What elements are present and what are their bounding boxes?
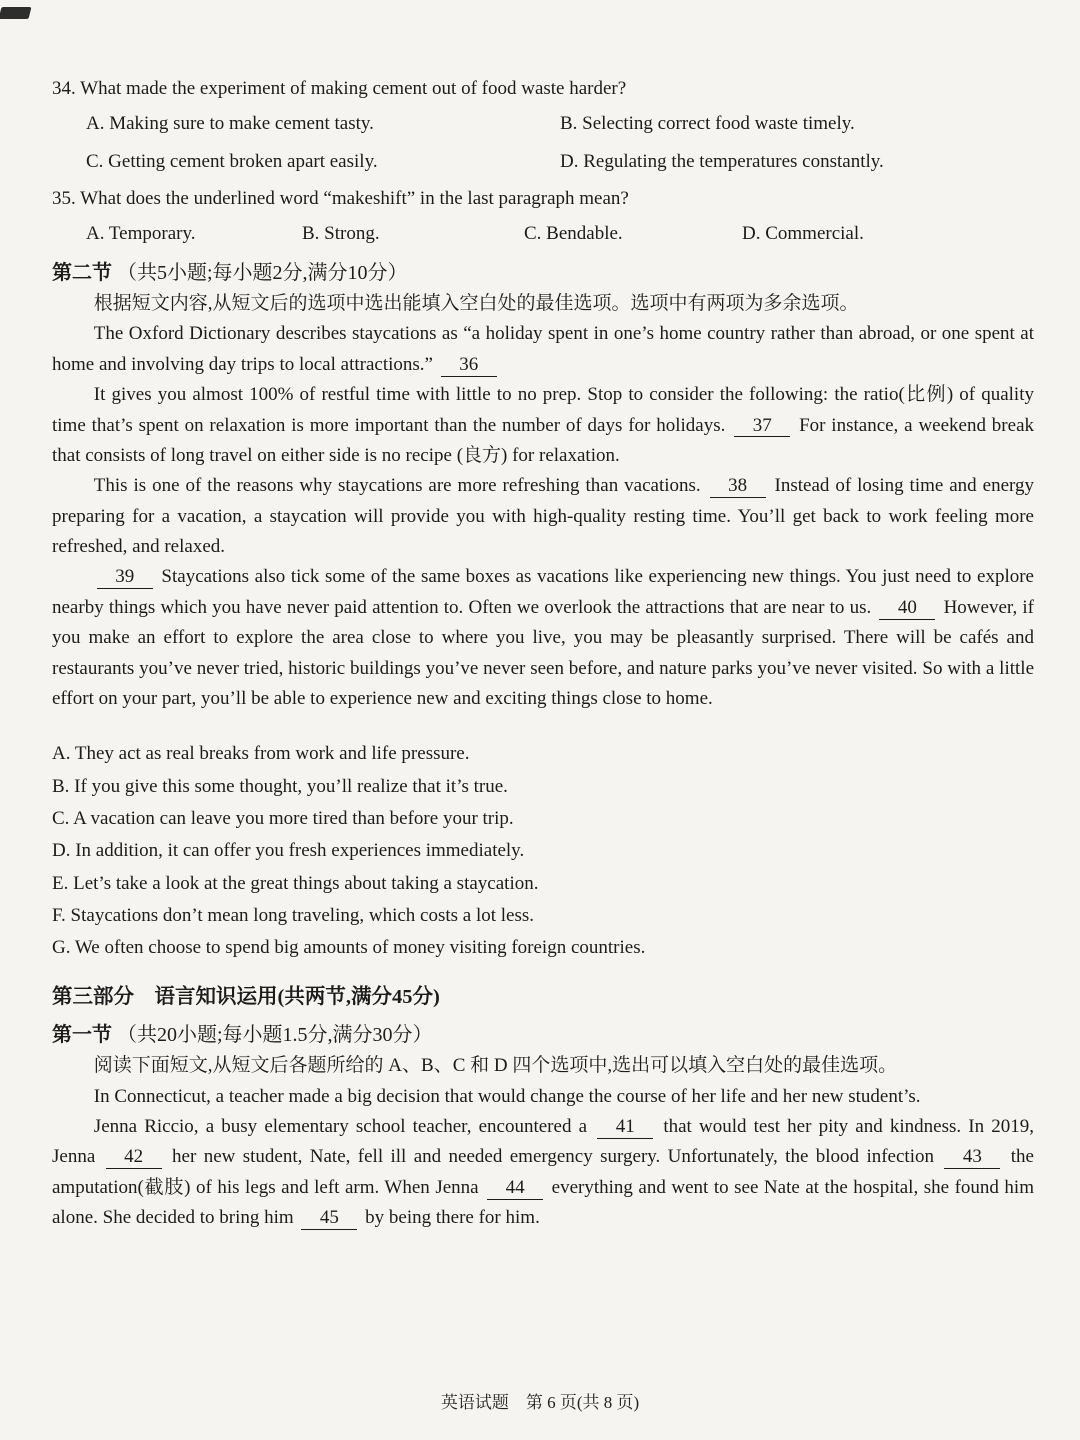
passage-paragraph-4: 39 Staycations also tick some of the same boxes as vacations like experiencing new things. You just need to explore nearby things which you have never paid attention to. Often we overlook the attractions that are near to us. 40 However, if you make an effort to explore the area close to where you live, you may be pleasantly surprised. There will be cafés and restaurants you’ve never tried, historic buildings you’ve never seen before, and nature parks you’ve never visited. So with a little effort on your part, you’ll be able to experience new and exciting things close to home. [52, 566, 1034, 710]
cloze-paragraph-1: In Connecticut, a teacher made a big decision that would change the course of her life and her new student’s. [93, 1085, 921, 1107]
cloze-paragraph-2: Jenna Riccio, a busy elementary school teacher, encountered a 41 that would test her pity and kindness. In 2019, Jenna 42 her new student, Nate, fell ill and needed emergency surgery. Unfortunately, the blood infection 43 the amputation(截肢) of his legs and left arm. When Jenna 44 everything and went to see Nate at the hospital, she found him alone. She decided to bring him 45 by being there for him. [52, 1116, 1034, 1229]
section-3-1-heading [52, 1019, 1034, 1051]
section-2-instruction: 根据短文内容,从短文后的选项中选出能填入空白处的最佳选项。选项中有两项为多余选项。 [93, 292, 859, 314]
cloze-passage [52, 1082, 1034, 1234]
scan-artifact [0, 7, 31, 19]
option-34-b: B. Selecting correct food waste timely. [560, 113, 855, 135]
choice-c: C. A vacation can leave you more tired than before your trip. [52, 808, 514, 830]
blank-40: 40 [879, 597, 935, 620]
section-3-1-label: 第一节 [52, 1024, 112, 1047]
question-35-options [52, 219, 1034, 249]
section-3-instruction: 阅读下面短文,从短文后各题所给的 A、B、C 和 D 四个选项中,选出可以填入空白处的最佳选项。 [93, 1055, 898, 1077]
part-3-heading: 第三部分 语言知识运用(共两节,满分45分) [52, 985, 440, 1008]
blank-42: 42 [106, 1146, 162, 1169]
question-34 [52, 74, 1034, 177]
blank-38: 38 [710, 475, 766, 498]
choice-f: F. Staycations don’t mean long traveling, which costs a lot less. [52, 904, 535, 926]
choice-e: E. Let’s take a look at the great things about taking a staycation. [52, 872, 539, 894]
option-34-c: C. Getting cement broken apart easily. [86, 150, 378, 172]
question-35 [52, 184, 1034, 249]
section-3-1-points: （共20小题;每小题1.5分,满分30分） [117, 1024, 433, 1047]
blank-37: 37 [734, 415, 790, 438]
blank-36: 36 [441, 354, 497, 377]
passage-paragraph-1: The Oxford Dictionary describes staycations as “a holiday spent in one’s home country rather than abroad, or one spent at home and involving day trips to local attractions.” 36 [52, 323, 1034, 375]
passage-paragraph-2: It gives you almost 100% of restful time with little to no prep. Stop to consider the following: the ratio(比例) of quality time that’s spent on relaxation is more important than the number of days for holidays. 37 For instance, a weekend break that consists of long travel on either side is no recipe (良方) for relaxation. [52, 384, 1034, 466]
section-2-heading [52, 257, 1034, 289]
option-35-c: C. Bendable. [524, 222, 623, 244]
blank-45: 45 [301, 1207, 357, 1230]
choice-b: B. If you give this some thought, you’ll realize that it’s true. [52, 775, 508, 797]
choice-a: A. They act as real breaks from work and life pressure. [52, 743, 470, 765]
staycation-passage [52, 319, 1034, 714]
section-2-label: 第二节 [52, 261, 112, 284]
option-35-a: A. Temporary. [86, 222, 196, 244]
blank-39: 39 [97, 566, 153, 589]
question-34-stem: 34. What made the experiment of making cement out of food waste harder? [52, 78, 627, 99]
choice-list [52, 738, 1034, 964]
blank-41: 41 [597, 1116, 653, 1139]
option-35-b: B. Strong. [302, 222, 380, 244]
option-35-d: D. Commercial. [742, 222, 864, 244]
blank-43: 43 [944, 1146, 1000, 1169]
question-34-options [52, 109, 1034, 177]
choice-d: D. In addition, it can offer you fresh experiences immediately. [52, 840, 525, 862]
question-35-stem: 35. What does the underlined word “makeshift” in the last paragraph mean? [52, 188, 629, 210]
option-34-a: A. Making sure to make cement tasty. [86, 113, 374, 135]
option-34-d: D. Regulating the temperatures constantly. [560, 150, 884, 172]
section-2-points: （共5小题;每小题2分,满分10分） [117, 261, 408, 284]
blank-44: 44 [487, 1177, 543, 1200]
choice-g: G. We often choose to spend big amounts of money visiting foreign countries. [52, 937, 646, 959]
page-footer: 英语试题 第 6 页(共 8 页) [440, 1392, 640, 1412]
passage-paragraph-3: This is one of the reasons why staycations are more refreshing than vacations. 38 Instead of losing time and energy preparing for a vacation, a staycation will provide you with high-quality resting time. You’ll get back to work feeling more refreshed, and relaxed. [52, 475, 1034, 558]
